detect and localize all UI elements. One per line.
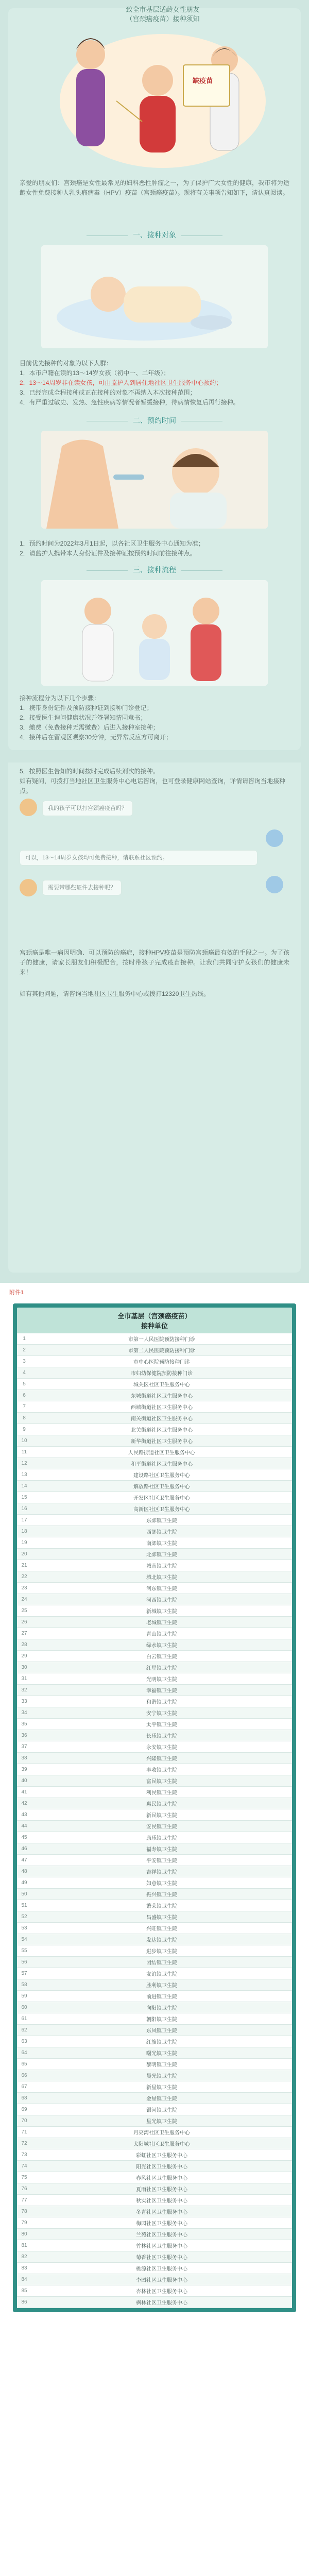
table-row [17, 1492, 292, 1503]
site-name: 南关街道社区卫生服务中心 [131, 1416, 193, 1422]
site-name: 彩虹社区卫生服务中心 [136, 2153, 187, 2159]
row-number: 74 [21, 2163, 27, 2169]
site-name: 光明镇卫生院 [146, 1677, 177, 1683]
table-row [17, 1889, 292, 1900]
section-3-illustration [41, 580, 268, 686]
row-number: 38 [21, 1755, 27, 1761]
site-name: 秋实社区卫生服务中心 [136, 2198, 187, 2204]
table-row [17, 2059, 292, 2070]
table-row [17, 1821, 292, 1832]
section-1-title: 一、接种对象 [8, 230, 301, 240]
table-row [17, 1333, 292, 1345]
row-number: 57 [21, 1971, 27, 1976]
row-number: 35 [21, 1721, 27, 1727]
site-name: 金星镇卫生院 [146, 2096, 177, 2102]
table-row [17, 1526, 292, 1537]
table-row [17, 1549, 292, 1560]
row-number: 28 [21, 1642, 27, 1648]
site-name: 市第二人民医院预防接种门诊 [128, 1348, 195, 1354]
table-row [17, 1968, 292, 1979]
site-name: 夏雨社区卫生服务中心 [136, 2187, 187, 2193]
site-name: 李园社区卫生服务中心 [136, 2278, 187, 2283]
table-row [17, 1481, 292, 1492]
table-row [17, 1855, 292, 1866]
content-card [8, 8, 301, 750]
site-name: 永安镇卫生院 [146, 1745, 177, 1751]
site-name: 市第一人民医院预防接种门诊 [128, 1337, 195, 1343]
row-number: 27 [21, 1631, 27, 1636]
site-name: 绿水镇卫生院 [146, 1643, 177, 1649]
row-number: 37 [21, 1744, 27, 1750]
table-row [17, 1775, 292, 1787]
row-number: 33 [21, 1699, 27, 1704]
row-number: 36 [21, 1733, 27, 1738]
table-row [17, 1345, 292, 1356]
row-number: 56 [21, 1959, 27, 1965]
table-row [17, 2104, 292, 2115]
site-name: 如意镇卫生院 [146, 1881, 177, 1887]
table-row [17, 1809, 292, 1821]
table-row [17, 1787, 292, 1798]
section-3-text-extra: 5．按照医生告知的时间按时完成后续剂次的接种。 如有疑问，可拨打当地社区卫生服务中心电话咨询，也可登录健康网站查询，详情请咨询当地接种点。 [20, 768, 286, 794]
site-name: 春风社区卫生服务中心 [136, 2176, 187, 2181]
table-row [17, 2285, 292, 2297]
table-row [17, 1741, 292, 1753]
row-number: 80 [21, 2231, 27, 2237]
table-row [17, 2217, 292, 2229]
site-name: 富民镇卫生院 [146, 1779, 177, 1785]
table-row [17, 1560, 292, 1571]
site-name: 北郊镇卫生院 [146, 1552, 177, 1558]
row-number: 58 [21, 1982, 27, 1988]
site-name: 友谊镇卫生院 [146, 1972, 177, 1977]
row-number: 2 [23, 1347, 26, 1353]
title-line-2: （宫颈癌疫苗）接种须知 [126, 15, 200, 23]
table-row [17, 2047, 292, 2059]
site-name: 人民路街道社区卫生服务中心 [128, 1450, 195, 1456]
table-row [17, 1923, 292, 1934]
site-name: 新华街道社区卫生服务中心 [131, 1439, 193, 1445]
page-title [83, 5, 243, 24]
row-number: 25 [21, 1608, 27, 1614]
table-row [17, 1390, 292, 1401]
site-name: 幸福镇卫生院 [146, 1688, 177, 1694]
row-number: 15 [21, 1495, 27, 1500]
row-number: 51 [21, 1903, 27, 1908]
row-number: 60 [21, 2005, 27, 2010]
row-number: 30 [21, 1665, 27, 1670]
table-row [17, 2115, 292, 2127]
row-number: 69 [21, 2107, 27, 2112]
intro-paragraph: 亲爱的朋友们：宫颈癌是女性最常见的妇科恶性肿瘤之一，为了保护广大女性的健康，我市将为适龄女性免费接种人乳头瘤病毒（HPV）疫苗（宫颈癌疫苗）。现将有关事项告知如下，请认真阅读。 [20, 179, 289, 196]
row-number: 20 [21, 1551, 27, 1557]
site-name: 竹林社区卫生服务中心 [136, 2244, 187, 2249]
row-number: 12 [21, 1461, 27, 1466]
user-avatar-icon [20, 799, 37, 816]
row-number: 55 [21, 1948, 27, 1954]
table-row [17, 1866, 292, 1877]
site-name: 平安镇卫生院 [146, 1858, 177, 1864]
row-number: 52 [21, 1914, 27, 1920]
site-name: 梅园社区卫生服务中心 [136, 2221, 187, 2227]
row-number: 1 [23, 1336, 26, 1342]
chat-bubble-1: 我的孩子可以打宫颈癌疫苗吗？ [42, 801, 133, 816]
table-1-body [17, 1333, 292, 2308]
user-avatar-icon [20, 879, 37, 896]
table-row [17, 1979, 292, 1991]
table-row [17, 1651, 292, 1662]
row-number: 23 [21, 1585, 27, 1591]
attachment-label: 附件1 [9, 1290, 24, 1296]
table-row [17, 1571, 292, 1583]
row-number: 9 [23, 1427, 26, 1432]
title-line-1: 致全市基层适龄女性朋友 [126, 6, 200, 13]
chat-bubble-3: 需要带哪些证件去接种呢？ [42, 880, 122, 895]
table-row [17, 2161, 292, 2172]
site-name: 振兴镇卫生院 [146, 1892, 177, 1898]
site-name: 东风镇卫生院 [146, 2028, 177, 2034]
table-row [17, 1877, 292, 1889]
table-row [17, 2149, 292, 2161]
site-name: 河西镇卫生院 [146, 1598, 177, 1603]
site-name: 南郊镇卫生院 [146, 1541, 177, 1547]
table-row [17, 2093, 292, 2104]
table-row [17, 2013, 292, 2025]
row-number: 8 [23, 1415, 26, 1421]
row-number: 63 [21, 2039, 27, 2044]
table-row [17, 1413, 292, 1424]
table-row [17, 2274, 292, 2285]
table-row [17, 1832, 292, 1843]
section-3-title: 三、接种流程 [8, 565, 301, 575]
table-1-subtitle: 接种单位 [141, 1322, 168, 1330]
doctor-avatar-icon [266, 876, 283, 893]
table-row [17, 1503, 292, 1515]
row-number: 41 [21, 1789, 27, 1795]
badge-text: 缺疫苗 [193, 77, 213, 84]
row-number: 11 [21, 1449, 27, 1455]
site-name: 月亮湾社区卫生服务中心 [133, 2130, 190, 2136]
table-row [17, 1617, 292, 1628]
site-name: 西城街道社区卫生服务中心 [131, 1405, 193, 1411]
site-name: 星光镇卫生院 [146, 2119, 177, 2125]
table-row [17, 1447, 292, 1458]
site-name: 开发区社区卫生服务中心 [133, 1496, 190, 1501]
row-number: 66 [21, 2073, 27, 2078]
table-row [17, 1685, 292, 1696]
site-name: 阳光社区卫生服务中心 [136, 2164, 187, 2170]
site-name: 团结镇卫生院 [146, 1960, 177, 1966]
table-row [17, 1628, 292, 1639]
vaccination-sites-table [13, 1303, 296, 2312]
row-number: 5 [23, 1381, 26, 1387]
row-number: 17 [21, 1517, 27, 1523]
table-row [17, 1934, 292, 1945]
table-row [17, 2183, 292, 2195]
site-name: 建设路社区卫生服务中心 [133, 1473, 190, 1479]
site-name: 新民镇卫生院 [146, 1813, 177, 1819]
site-name: 丰收镇卫生院 [146, 1768, 177, 1773]
row-number: 45 [21, 1835, 27, 1840]
site-name: 向阳镇卫生院 [146, 2006, 177, 2011]
row-number: 53 [21, 1925, 27, 1931]
row-number: 19 [21, 1540, 27, 1546]
doctor-avatar-icon [266, 829, 283, 847]
row-number: 14 [21, 1483, 27, 1489]
table-row [17, 2081, 292, 2093]
table-row [17, 1843, 292, 1855]
site-name: 长乐镇卫生院 [146, 1734, 177, 1739]
site-name: 兰苑社区卫生服务中心 [136, 2232, 187, 2238]
row-number: 34 [21, 1710, 27, 1716]
row-number: 32 [21, 1687, 27, 1693]
site-name: 进步镇卫生院 [146, 1949, 177, 1955]
row-number: 79 [21, 2220, 27, 2226]
table-row [17, 1719, 292, 1730]
header-illustration [44, 19, 281, 173]
row-number: 4 [23, 1370, 26, 1376]
table-row [17, 1401, 292, 1413]
table-row [17, 1753, 292, 1764]
table-row [17, 1945, 292, 1957]
table-row [17, 2138, 292, 2149]
row-number: 40 [21, 1778, 27, 1784]
site-name: 白云镇卫生院 [146, 1654, 177, 1660]
row-number: 82 [21, 2254, 27, 2260]
row-number: 22 [21, 1574, 27, 1580]
site-name: 青山镇卫生院 [146, 1632, 177, 1637]
table-row [17, 2229, 292, 2240]
site-name: 枫林社区卫生服务中心 [136, 2300, 187, 2306]
site-name: 城关区社区卫生服务中心 [133, 1382, 190, 1388]
row-number: 68 [21, 2095, 27, 2101]
row-number: 10 [21, 1438, 27, 1444]
row-number: 77 [21, 2197, 27, 2203]
row-number: 46 [21, 1846, 27, 1852]
site-name: 杏林社区卫生服务中心 [136, 2289, 187, 2295]
table-row [17, 1900, 292, 1911]
site-name: 北关街道社区卫生服务中心 [131, 1428, 193, 1433]
table-row [17, 1707, 292, 1719]
table-row [17, 2263, 292, 2274]
row-number: 42 [21, 1801, 27, 1806]
closing-paragraph-2: 如有其他问题，请咨询当地社区卫生服务中心或拨打12320卫生热线。 [20, 990, 210, 997]
site-name: 利民镇卫生院 [146, 1790, 177, 1796]
row-number: 24 [21, 1597, 27, 1602]
table-row [17, 1673, 292, 1685]
section-2-text: 1．预约时间为2022年3月1日起，以各社区卫生服务中心通知为准； 2．请监护人携带本人身份证件及接种证按预约时间前往接种点。 [20, 540, 204, 557]
row-number: 7 [23, 1404, 26, 1410]
row-number: 65 [21, 2061, 27, 2067]
row-number: 48 [21, 1869, 27, 1874]
site-name: 菊香社区卫生服务中心 [136, 2255, 187, 2261]
table-row [17, 1356, 292, 1367]
closing-paragraph: 宫颈癌是唯一病因明确、可以预防的癌症，接种HPV疫苗是预防宫颈癌最有效的手段之一。为了孩子的健康，请家长朋友们积极配合，按时带孩子完成疫苗接种。让我们共同守护女孩们的健康未来！ [20, 949, 289, 976]
row-number: 73 [21, 2152, 27, 2158]
table-row [17, 1458, 292, 1469]
site-name: 兴旺镇卫生院 [146, 1926, 177, 1932]
table-row [17, 2297, 292, 2308]
section-1-text: 目前优先接种的对象为以下人群： 1．本市户籍在读的13～14岁女孩（初中一、二年级）； 2．13～14周岁非在读女孩，可由监护人到居住地社区卫生服务中心预约； 3．已经完成全程接种或正在接种的对象不再纳入本次接种范围； 4．有严重过敏史、发热、急性疾病等情况者暂缓接种，待病情恢复后再行接种。 [20, 360, 239, 406]
row-number: 6 [23, 1393, 26, 1398]
chat-block-3 [8, 876, 301, 938]
table-row [17, 2240, 292, 2251]
site-name: 黎明镇卫生院 [146, 2062, 177, 2068]
site-name: 和谐镇卫生院 [146, 1700, 177, 1705]
site-name: 胜利镇卫生院 [146, 1983, 177, 1989]
site-name: 曙光镇卫生院 [146, 2051, 177, 2057]
site-name: 新星镇卫生院 [146, 2085, 177, 2091]
row-number: 86 [21, 2299, 27, 2305]
table-row [17, 1583, 292, 1594]
site-name: 安民镇卫生院 [146, 1824, 177, 1830]
table-row [17, 1911, 292, 1923]
table-row [17, 1367, 292, 1379]
row-number: 61 [21, 2016, 27, 2022]
site-name: 市中心医院预防接种门诊 [133, 1360, 190, 1365]
row-number: 85 [21, 2288, 27, 2294]
site-name: 福寿镇卫生院 [146, 1847, 177, 1853]
row-number: 50 [21, 1891, 27, 1897]
site-name: 和平街道社区卫生服务中心 [131, 1462, 193, 1467]
row-number: 75 [21, 2175, 27, 2180]
site-name: 市妇幼保健院预防接种门诊 [131, 1371, 193, 1377]
site-name: 东郊镇卫生院 [146, 1518, 177, 1524]
table-1-header [17, 1308, 292, 1333]
site-name: 银河镇卫生院 [146, 2108, 177, 2113]
row-number: 67 [21, 2084, 27, 2090]
row-number: 62 [21, 2027, 27, 2033]
row-number: 44 [21, 1823, 27, 1829]
table-row [17, 1730, 292, 1741]
row-number: 3 [23, 1359, 26, 1364]
site-name: 昌盛镇卫生院 [146, 1915, 177, 1921]
row-number: 59 [21, 1993, 27, 1999]
table-row [17, 1957, 292, 1968]
row-number: 81 [21, 2243, 27, 2248]
row-number: 78 [21, 2209, 27, 2214]
table-row [17, 2002, 292, 2013]
site-name: 太平镇卫生院 [146, 1722, 177, 1728]
table-row [17, 1662, 292, 1673]
site-name: 城北镇卫生院 [146, 1575, 177, 1581]
site-name: 西郊镇卫生院 [146, 1530, 177, 1535]
site-name: 发达镇卫生院 [146, 1938, 177, 1943]
row-number: 43 [21, 1812, 27, 1818]
row-number: 16 [21, 1506, 27, 1512]
site-name: 晨光镇卫生院 [146, 2074, 177, 2079]
table-row [17, 2127, 292, 2138]
site-name: 冬青社区卫生服务中心 [136, 2210, 187, 2215]
section-2-title: 二、预约时间 [8, 415, 301, 426]
table-row [17, 2036, 292, 2047]
table-row [17, 1435, 292, 1447]
chat-bubble-2: 可以，13～14周岁女孩均可免费接种，请联系社区预约。 [20, 850, 258, 866]
row-number: 29 [21, 1653, 27, 1659]
table-row [17, 2251, 292, 2263]
site-name: 红星镇卫生院 [146, 1666, 177, 1671]
content-card-lower [8, 762, 301, 1273]
row-number: 54 [21, 1937, 27, 1942]
site-name: 解放路社区卫生服务中心 [133, 1484, 190, 1490]
row-number: 49 [21, 1880, 27, 1886]
section-2-illustration [41, 431, 268, 529]
row-number: 13 [21, 1472, 27, 1478]
section-3-text: 接种流程分为以下几个步骤： 1．携带身份证件及预防接种证到接种门诊登记； 2．接受医生询问健康状况并签署知情同意书； 3．缴费（免费接种无需缴费）后进入接种室接种； 4．接种后在留观区观察30分钟，无异常反应方可离开； [20, 694, 173, 741]
site-name: 朝阳镇卫生院 [146, 2017, 177, 2023]
row-number: 83 [21, 2265, 27, 2271]
row-number: 72 [21, 2141, 27, 2146]
site-name: 惠民镇卫生院 [146, 1802, 177, 1807]
row-number: 26 [21, 1619, 27, 1625]
row-number: 39 [21, 1767, 27, 1772]
row-number: 21 [21, 1563, 27, 1568]
site-name: 新城镇卫生院 [146, 1609, 177, 1615]
table-row [17, 1379, 292, 1390]
site-name: 安宁镇卫生院 [146, 1711, 177, 1717]
row-number: 18 [21, 1529, 27, 1534]
site-name: 太阳城社区卫生服务中心 [133, 2142, 190, 2147]
table-row [17, 1798, 292, 1809]
row-number: 71 [21, 2129, 27, 2135]
table-row [17, 1764, 292, 1775]
row-number: 70 [21, 2118, 27, 2124]
table-row [17, 2206, 292, 2217]
table-row [17, 1594, 292, 1605]
row-number: 76 [21, 2186, 27, 2192]
table-row [17, 2070, 292, 2081]
section-1-illustration [41, 245, 268, 348]
site-name: 红旗镇卫生院 [146, 2040, 177, 2045]
page-background-lower [0, 762, 309, 1283]
row-number: 64 [21, 2050, 27, 2056]
site-name: 吉祥镇卫生院 [146, 1870, 177, 1875]
row-number: 84 [21, 2277, 27, 2282]
table-row [17, 1515, 292, 1526]
table-row [17, 1991, 292, 2002]
site-name: 桃源社区卫生服务中心 [136, 2266, 187, 2272]
row-number: 47 [21, 1857, 27, 1863]
table-row [17, 1605, 292, 1617]
table-row [17, 1469, 292, 1481]
table-row [17, 1537, 292, 1549]
table-row [17, 1639, 292, 1651]
row-number: 31 [21, 1676, 27, 1682]
site-name: 东城街道社区卫生服务中心 [131, 1394, 193, 1399]
page-background [0, 0, 309, 762]
site-name: 老城镇卫生院 [146, 1620, 177, 1626]
table-1-title: 全市基层（宫颈癌疫苗） [117, 1312, 192, 1320]
site-name: 繁荣镇卫生院 [146, 1904, 177, 1909]
site-name: 康乐镇卫生院 [146, 1836, 177, 1841]
site-name: 城南镇卫生院 [146, 1564, 177, 1569]
table-row [17, 2195, 292, 2206]
table-row [17, 2172, 292, 2183]
table-row [17, 1424, 292, 1435]
table-row [17, 1696, 292, 1707]
site-name: 前进镇卫生院 [146, 1994, 177, 2000]
table-row [17, 2025, 292, 2036]
site-name: 高新区社区卫生服务中心 [133, 1507, 190, 1513]
site-name: 河东镇卫生院 [146, 1586, 177, 1592]
site-name: 兴隆镇卫生院 [146, 1756, 177, 1762]
